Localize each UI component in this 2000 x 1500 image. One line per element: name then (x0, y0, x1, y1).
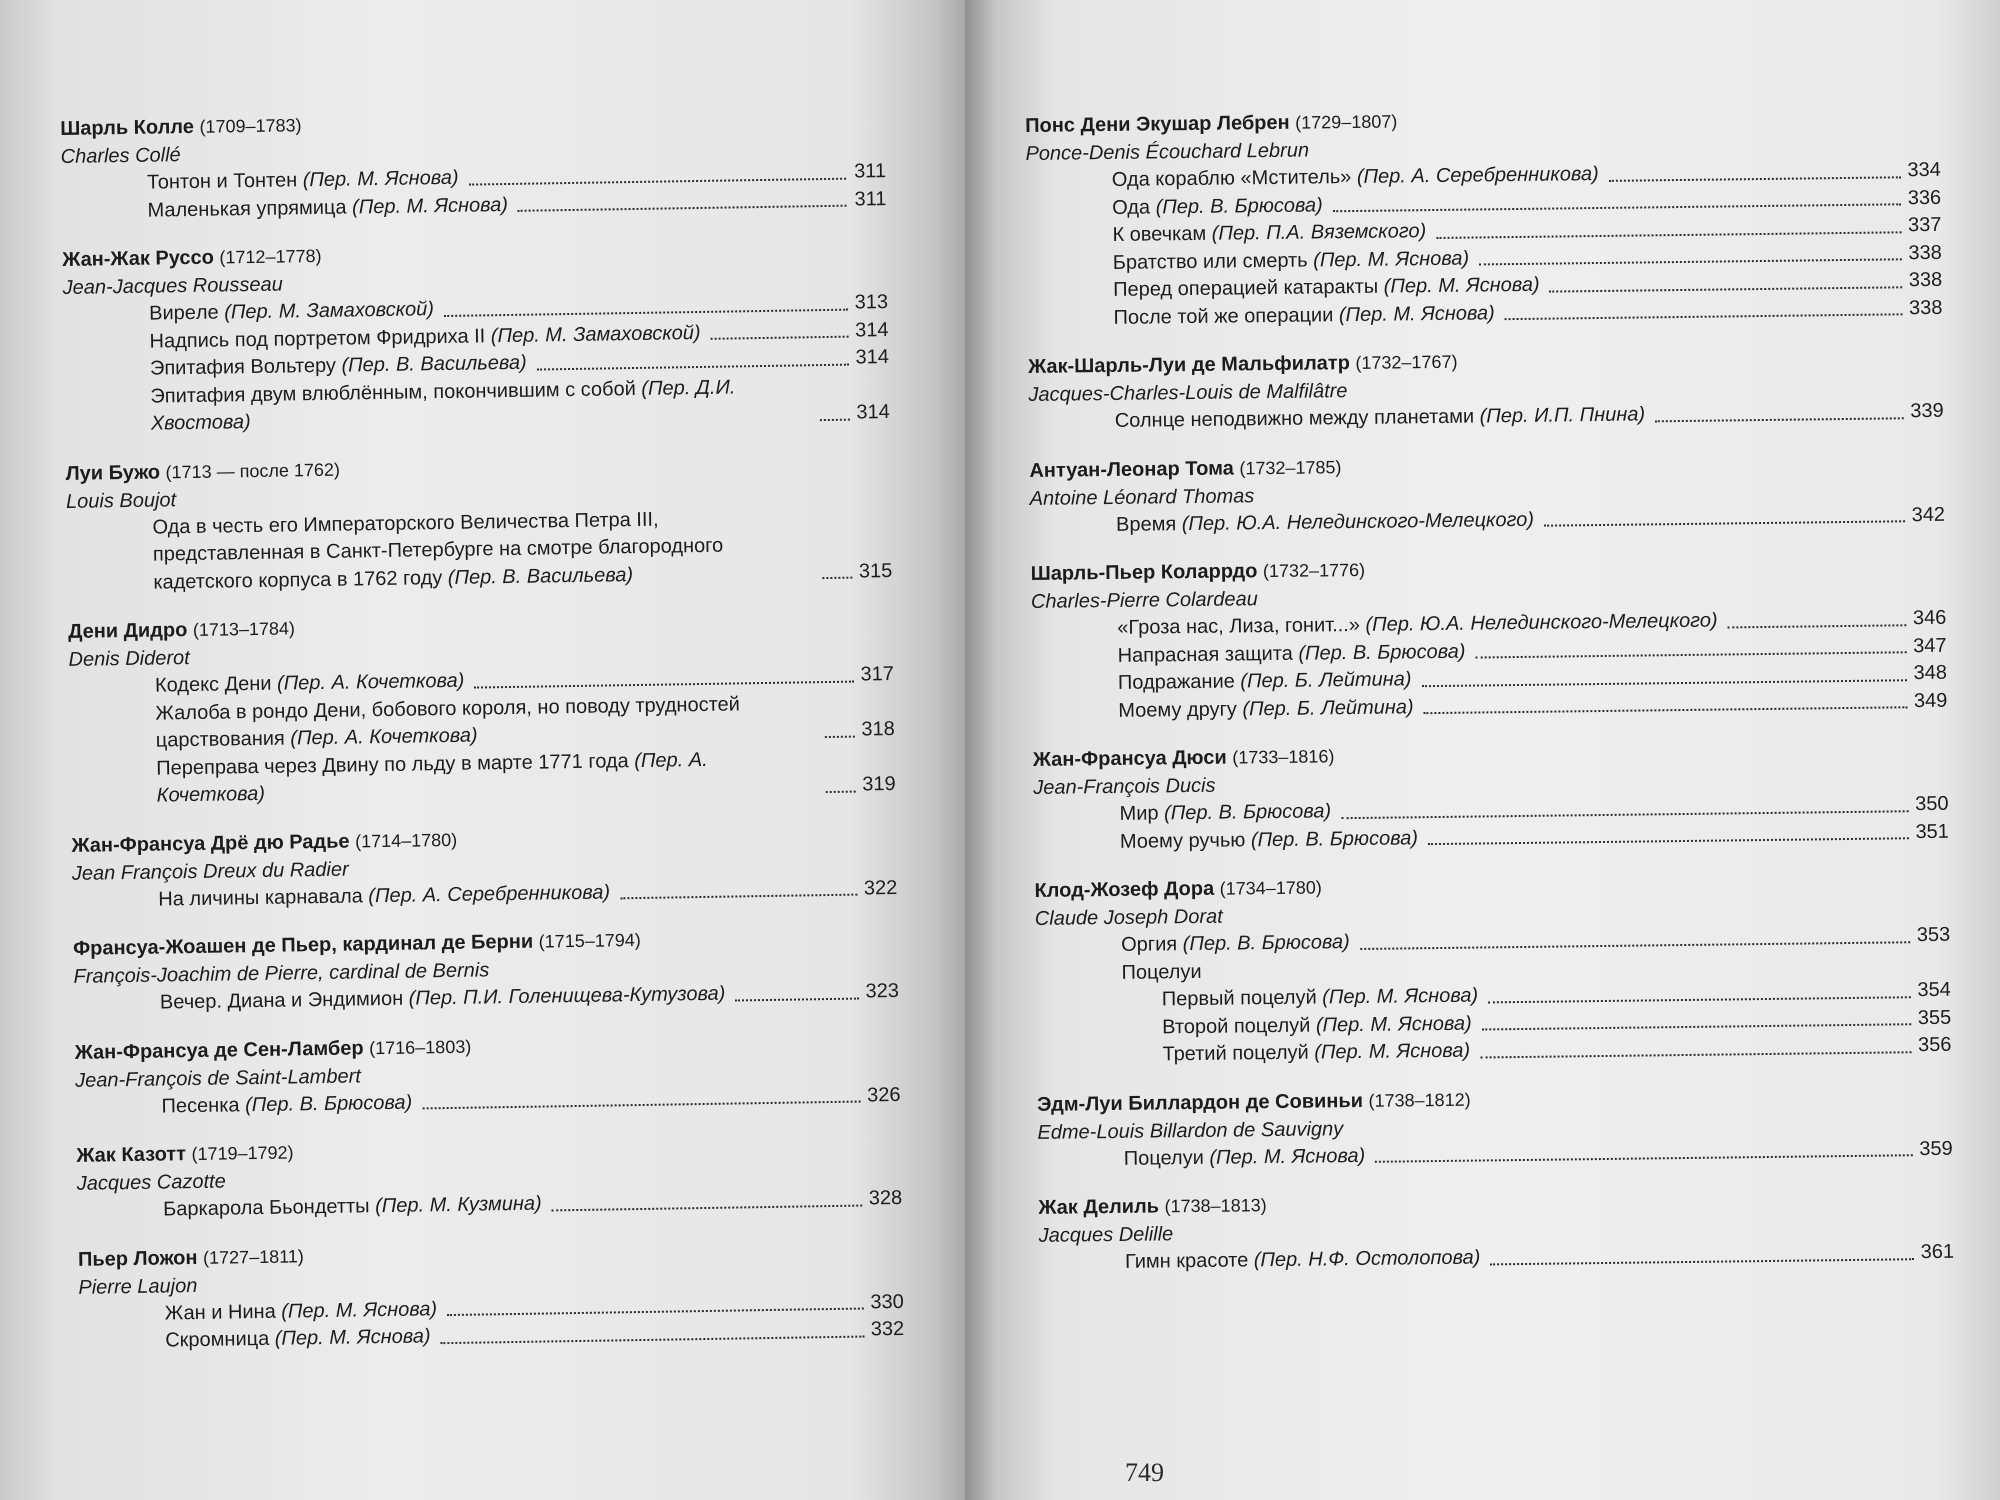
entry-title (1162, 1038, 1470, 1069)
entry-title-text: Мир (1119, 802, 1165, 825)
entry-title-text: Поцелуи (1123, 1146, 1210, 1170)
dot-leader (1475, 651, 1906, 658)
entry-translator: (Пер. М. Яснова) (351, 193, 509, 218)
entry-title (1118, 666, 1412, 697)
left-page (0, 0, 965, 1500)
entry-title-text: Маленькая упрямица (147, 195, 353, 222)
entry-page-number: 332 (870, 1317, 905, 1341)
author-name-text: Клод-Жозеф Дора (1034, 877, 1215, 902)
entry-translator: (Пер. М. Яснова) (302, 166, 459, 192)
author-original-name: Charles Collé (60, 144, 181, 168)
entry-translator: (Пер. В. Брюсова) (1298, 640, 1466, 665)
author-name-text: Антуан-Леонар Тома (1029, 456, 1234, 482)
author-name-text: Шарль-Пьер Коларрдо (1030, 560, 1258, 585)
entry-translator: (Пер. А. Кочеткова) (290, 724, 478, 750)
entry-title (158, 879, 610, 914)
entry-title-text: Ода кораблю «Мститель» (1111, 165, 1358, 191)
toc-entry (152, 502, 892, 596)
dot-leader (1479, 258, 1902, 265)
dot-leader (1488, 996, 1911, 1003)
author-block (76, 1129, 902, 1225)
entry-title-text: Скромница (165, 1327, 275, 1352)
author-original-name: François-Joachim de Pierre, cardinal de Bernis (73, 959, 490, 988)
entry-title (156, 745, 816, 810)
author-years: (1732–1776) (1262, 559, 1366, 582)
author-years: (1729–1807) (1295, 111, 1398, 133)
entry-translator: (Пер. М. Замаховской) (224, 298, 435, 324)
entry-page-number: 338 (1908, 241, 1942, 264)
entry-title (165, 1296, 438, 1328)
author-years: (1738–1812) (1368, 1089, 1471, 1111)
entry-page-number: 314 (856, 401, 890, 424)
author-original-name: Charles-Pierre Colardeau (1030, 588, 1258, 613)
entry-title-text: Гимн красоте (1124, 1249, 1254, 1273)
entry-page-number: 326 (866, 1083, 901, 1106)
entry-page-number: 351 (1915, 820, 1949, 843)
dot-leader (1422, 679, 1907, 687)
entry-page-number: 313 (854, 291, 889, 314)
entry-title-text: Вечер. Диана и Эндимион (159, 987, 409, 1014)
entry-translator: (Пер. М. Замаховской) (490, 321, 701, 347)
author-name-text: Жак-Шарль-Луи де Мальфилатр (1027, 352, 1350, 378)
author-years: (1714–1780) (354, 829, 458, 851)
author-years: (1732–1785) (1239, 456, 1342, 478)
author-name-text: Пьер Ложон (77, 1246, 198, 1271)
entry-title (1113, 245, 1470, 277)
dot-leader (822, 577, 852, 579)
entry-translator: (Пер. М. Яснова) (1314, 1039, 1471, 1064)
entry-translator: (Пер. П.И. Голенищева-Кутузова) (408, 982, 726, 1010)
dot-leader (474, 680, 854, 688)
entry-page-number: 315 (858, 559, 893, 583)
entry-page-number: 319 (862, 772, 896, 796)
entry-page-number: 314 (855, 346, 890, 369)
entry-title-text: Песенка (161, 1093, 246, 1118)
author-block (68, 605, 896, 811)
dot-leader (1609, 176, 1901, 182)
entry-title-text: На личины карнавала (158, 884, 369, 911)
dot-leader (552, 1204, 863, 1211)
page-number: 749 (1125, 1458, 1164, 1487)
entry-translator: (Пер. Н.Ф. Остолопова) (1253, 1246, 1481, 1272)
entry-translator: (Пер. В. Брюсова) (244, 1091, 413, 1116)
entry-title-text: Ода (1112, 195, 1156, 219)
author-years: (1732–1767) (1355, 351, 1458, 373)
entry-translator: (Пер. А. Кочеткова) (156, 748, 708, 807)
entry-title-text: Кодекс Дени (154, 672, 278, 697)
entry-title (1162, 983, 1479, 1014)
author-block (1034, 866, 1951, 1071)
dot-leader (826, 790, 856, 792)
author-block (1029, 445, 1945, 540)
author-years: (1727–1811) (202, 1245, 304, 1268)
entry-translator: (Пер. М. Яснова) (274, 1325, 431, 1350)
author-block (1037, 1079, 1953, 1174)
entry-translator: (Пер. В. Васильева) (341, 351, 527, 377)
toc-entry (156, 743, 896, 810)
entry-page-number: 350 (1915, 792, 1949, 816)
dot-leader (711, 336, 849, 340)
dot-leader (1490, 1258, 1914, 1265)
dot-leader (1544, 520, 1905, 526)
entry-title (1113, 300, 1495, 332)
author-original-name: Edme-Louis Billardon de Sauvigny (1037, 1117, 1344, 1144)
entry-title-text: Переправа через Двину по льду в марте 1771 года (156, 749, 635, 780)
dot-leader (518, 205, 847, 212)
author-years: (1738–1813) (1164, 1195, 1267, 1217)
entry-title (1120, 825, 1418, 856)
entry-translator: (Пер. А. Серебренникова) (1356, 162, 1599, 188)
author-name-text: Жак Казотт (76, 1143, 187, 1167)
dot-leader (825, 735, 855, 737)
entry-page-number: 339 (1910, 399, 1944, 423)
entry-page-number: 346 (1912, 606, 1947, 630)
entry-page-number: 361 (1920, 1240, 1955, 1264)
entry-title (1119, 798, 1331, 828)
author-original-name: Denis Diderot (68, 647, 190, 671)
entry-translator: (Пер. М. Яснова) (1315, 1012, 1472, 1037)
author-name-text: Жак Делиль (1038, 1195, 1160, 1219)
entry-translator: (Пер. А. Серебренникова) (368, 880, 611, 907)
author-original-name: Ponce-Denis Écouchard Lebrun (1025, 139, 1310, 165)
author-years: (1709–1783) (199, 115, 302, 137)
entry-translator: (Пер. М. Яснова) (281, 1297, 438, 1323)
entry-title (1162, 1010, 1472, 1041)
entry-page-number: 348 (1913, 661, 1948, 685)
entry-page-number: 311 (854, 187, 887, 211)
entry-translator: (Пер. М. Яснова) (1383, 273, 1540, 298)
entry-page-number: 317 (860, 662, 895, 686)
dot-leader (444, 308, 848, 316)
author-years: (1719–1792) (191, 1142, 294, 1165)
dot-leader (537, 363, 849, 370)
author-original-name: Pierre Laujon (78, 1274, 198, 1299)
dot-leader (1480, 1051, 1911, 1058)
dot-leader (1505, 313, 1903, 320)
entry-title-text: Оргия (1121, 933, 1183, 956)
entry-title-text: Моему ручью (1119, 828, 1252, 853)
entry-page-number: 338 (1908, 268, 1943, 292)
entry-title-text: После той же операции (1113, 303, 1340, 329)
author-block (71, 818, 897, 914)
entry-translator: (Пер. Б. Лейтина) (1240, 668, 1412, 693)
entry-title-text: Ода в честь его Императорского Величества Петра III, представленная в Санкт-Петербурге на смотре благородного кадетского корпуса в 1762 году (152, 508, 724, 594)
entry-page-number: 323 (865, 979, 900, 1003)
entry-title-text: Моему другу (1118, 697, 1243, 722)
entry-page-number: 355 (1917, 1006, 1952, 1029)
entry-page-number: 314 (854, 318, 889, 342)
dot-leader (1333, 203, 1901, 212)
author-name-text: Дени Дидро (67, 619, 188, 643)
author-block (75, 1025, 901, 1121)
dot-leader (1482, 1023, 1911, 1030)
dot-leader (1436, 231, 1901, 239)
entry-title (147, 191, 508, 224)
entry-translator: (Пер. М. Яснова) (1338, 301, 1495, 326)
author-original-name: Antoine Léonard Thomas (1029, 484, 1255, 510)
author-block (62, 233, 890, 439)
entry-title (1112, 192, 1323, 222)
entry-translator: (Пер. В. Васильева) (447, 563, 634, 589)
entry-page-number: 322 (863, 876, 898, 899)
entry-title-text: Вирeле (148, 301, 225, 325)
entry-title (161, 1089, 412, 1120)
entry-translator: (Пер. В. Брюсова) (1155, 193, 1323, 218)
entry-page-number: 338 (1908, 296, 1943, 319)
author-block (60, 102, 887, 226)
entry-page-number: 318 (861, 717, 895, 741)
author-block (73, 922, 899, 1018)
entry-title (152, 504, 812, 597)
author-block (78, 1232, 905, 1356)
entry-page-number: 330 (870, 1290, 904, 1313)
author-name-text: Жан-Франсуа де Сен-Ламбер (74, 1036, 364, 1064)
author-block (1028, 342, 1944, 437)
entry-page-number: 353 (1916, 923, 1951, 947)
dot-leader (1428, 837, 1909, 845)
author-original-name: Jean-François Ducis (1033, 774, 1216, 799)
entry-title-text: Жан и Нина (164, 1300, 282, 1324)
author-years: (1715–1794) (538, 929, 641, 952)
entry-title (150, 373, 810, 438)
author-original-name: Jean François Dreux du Radier (71, 858, 349, 885)
author-name-text: Понс Дени Экушар Лебрен (1025, 111, 1290, 137)
entry-title-text: Третий поцелуй (1162, 1041, 1315, 1066)
entry-page-number: 356 (1917, 1033, 1952, 1057)
author-years: (1713–1784) (192, 618, 296, 640)
entry-title (1125, 1245, 1481, 1277)
entry-translator: (Пер. В. Брюсова) (1163, 800, 1332, 825)
author-name-text: Эдм-Луи Биллардон де Совиньи (1036, 1089, 1364, 1116)
dot-leader (1360, 941, 1910, 950)
entry-title-text: Второй поцелуй (1162, 1014, 1317, 1038)
author-years: (1733–1816) (1232, 746, 1335, 768)
author-years: (1712–1778) (219, 245, 322, 268)
entry-translator: (Пер. В. Брюсова) (1182, 931, 1350, 956)
entry-translator: (Пер. А. Кочеткова) (276, 669, 465, 695)
entry-title-text: Надпись под портретом Фридриха II (149, 324, 491, 353)
entry-page-number: 336 (1907, 186, 1942, 209)
entry-title-text: К овечкам (1112, 222, 1212, 246)
author-original-name: Jacques Cazotte (76, 1170, 226, 1195)
entry-title (1112, 218, 1426, 249)
dot-leader (1375, 1154, 1913, 1163)
author-original-name: Jean-François de Saint-Lambert (74, 1064, 362, 1092)
dot-leader (735, 997, 859, 1001)
entry-title-text: Напрасная защита (1117, 642, 1299, 667)
entry-page-number: 342 (1911, 503, 1946, 526)
author-original-name: Jacques Delille (1038, 1223, 1174, 1247)
author-name-text: Жан-Жак Руссо (62, 246, 215, 271)
right-toc (1025, 101, 1954, 1278)
entry-translator: (Пер. М. Яснова) (1322, 984, 1479, 1009)
entry-translator: (Пер. Ю.А. Нелединского-Мелецкого) (1181, 508, 1535, 535)
entry-title (1121, 929, 1350, 959)
author-original-name: Claude Joseph Dorat (1034, 905, 1223, 930)
dot-leader (1341, 810, 1908, 819)
entry-translator: (Пер. Ю.А. Нелединского-Мелецкого) (1365, 609, 1718, 636)
entry-translator: (Пер. М. Кузмина) (374, 1192, 542, 1218)
author-block (1030, 549, 1947, 726)
entry-title-text: Время (1115, 512, 1182, 536)
entry-page-number: 337 (1907, 213, 1942, 237)
entry-title-text: Первый поцелуй (1161, 986, 1323, 1011)
entry-title-text: Братство или смерть (1112, 248, 1314, 274)
author-block (1025, 101, 1943, 333)
entry-page-number: 349 (1913, 689, 1948, 712)
dot-leader (1424, 706, 1908, 714)
author-years: (1713 — после 1762) (165, 459, 341, 482)
author-name-text: Жан-Франсуа Дрё дю Радье (71, 830, 350, 857)
entry-title-text: Эпитафия двум влюблённым, покончившим с собой (150, 377, 642, 408)
dot-leader (1550, 286, 1903, 292)
author-block (1038, 1183, 1954, 1278)
entry-title (1118, 694, 1414, 725)
entry-title-text: Эпитафия Вольтеру (149, 354, 342, 380)
entry-title-text: «Гроза нас, Лиза, гонит...» (1117, 613, 1366, 639)
entry-title (1116, 506, 1534, 539)
author-original-name: Jacques-Charles-Louis de Malfilâtre (1028, 380, 1348, 406)
entry-translator: (Пер. М. Яснова) (1313, 247, 1470, 271)
dot-leader (1728, 624, 1907, 628)
author-block (65, 446, 892, 597)
dot-leader (447, 1308, 864, 1317)
entry-title-text: Подражание (1117, 670, 1241, 694)
entry-title (1117, 638, 1465, 670)
author-name-text: Шарль Колле (60, 115, 195, 140)
toc-entry (150, 372, 890, 439)
entry-page-number: 347 (1913, 634, 1947, 657)
entry-title-text: Тонтон и Тонтен (146, 169, 303, 194)
entry-translator: (Пер. Б. Лейтина) (1242, 695, 1414, 720)
entry-title (165, 1323, 431, 1355)
author-name-text: Луи Бужо (65, 460, 161, 485)
entry-translator: (Пер. П.А. Вяземского) (1211, 220, 1427, 245)
entry-title (163, 1191, 542, 1224)
author-name-text: Жан-Франсуа Дюси (1032, 746, 1227, 771)
left-toc (60, 102, 904, 1356)
dot-leader (1655, 417, 1904, 422)
entry-title-text: Жалоба в рондо Дени, бобового короля, но поводу трудностей царствования (155, 692, 741, 752)
dot-leader (469, 177, 846, 185)
entry-translator: (Пер. М. Яснова) (1209, 1144, 1366, 1169)
right-page (965, 0, 2000, 1500)
entry-page-number: 311 (853, 160, 887, 183)
entry-page-number: 359 (1919, 1137, 1953, 1160)
dot-leader (820, 418, 850, 420)
entry-page-number: 334 (1907, 158, 1941, 182)
entry-subheading: Поцелуи (1121, 960, 1202, 984)
entry-title (1124, 1142, 1366, 1172)
dot-leader (441, 1335, 865, 1344)
author-years: (1734–1780) (1219, 877, 1322, 899)
entry-title-text: Перед операцией катаракты (1113, 275, 1384, 301)
dot-leader (620, 894, 857, 900)
entry-translator: (Пер. В. Брюсова) (1250, 826, 1419, 851)
entry-page-number: 354 (1917, 978, 1951, 1002)
author-block (1033, 735, 1949, 857)
entry-translator: (Пер. Д.И. Хвостова) (150, 375, 736, 435)
author-original-name: Jean-Jacques Rousseau (62, 273, 284, 299)
entry-page-number: 328 (868, 1186, 903, 1210)
author-name-text: Франсуа-Жоашен де Пьер, кардинал де Берни (72, 930, 534, 960)
author-original-name: Louis Boujot (65, 488, 177, 513)
entry-title-text: Баркарола Бьондетты (163, 1195, 376, 1221)
dot-leader (422, 1101, 860, 1110)
entry-title (1115, 401, 1646, 435)
author-years: (1716–1803) (369, 1036, 472, 1058)
entry-title-text: Солнце неподвижно между планетами (1114, 405, 1480, 432)
entry-translator: (Пер. И.П. Пнина) (1479, 403, 1646, 428)
